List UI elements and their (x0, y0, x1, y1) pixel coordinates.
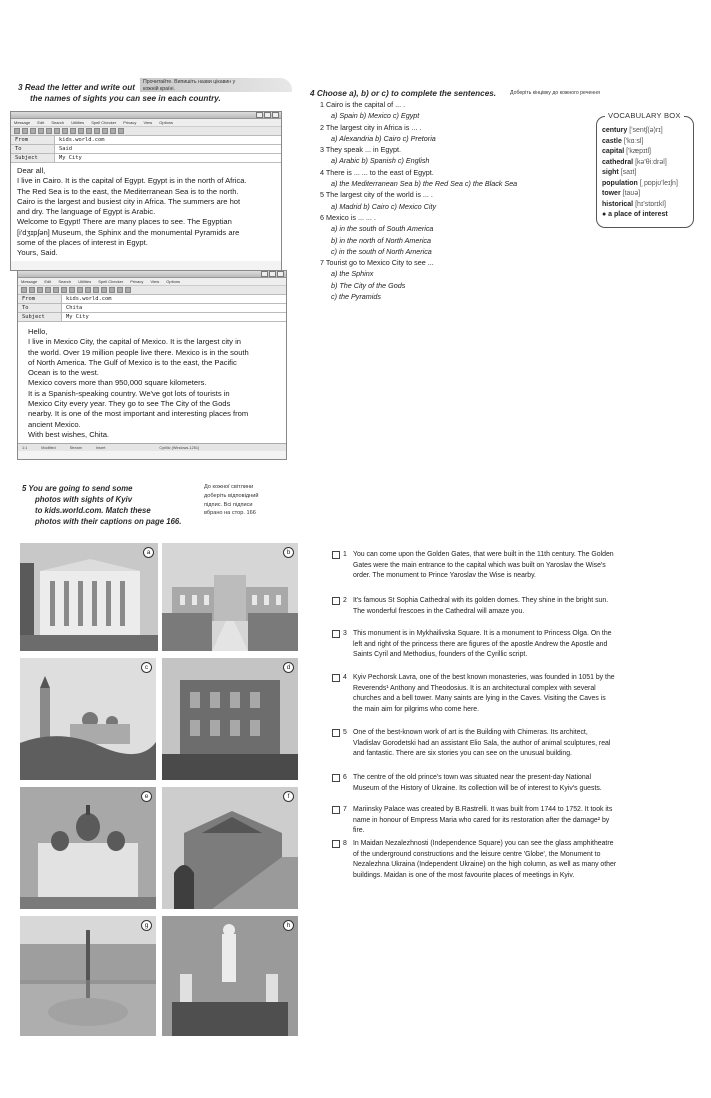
menu-view[interactable]: View (150, 279, 160, 284)
print-icon[interactable] (29, 287, 35, 293)
to-label: To (11, 145, 55, 153)
encoding-status: Cyrillic (Windows-1251) (159, 446, 200, 450)
golden-gates-image (162, 787, 298, 909)
send-icon[interactable] (14, 128, 20, 134)
question-options: a) Alexandria b) Cairo c) Pretoria (331, 133, 436, 143)
photo-g[interactable] (20, 916, 156, 1036)
menu-bar (18, 278, 286, 286)
menu-bar (11, 119, 281, 127)
cut-icon[interactable] (53, 287, 59, 293)
question-options: c) in the south of North America (331, 246, 432, 256)
menu-options[interactable]: Options (159, 120, 174, 125)
caption-6: 6 The centre of the old prince's town was situated near the present-day National Museum of the History of Ukraine. Its collection will be of interest to Kyiv's guests. (332, 773, 617, 794)
palace-image (162, 543, 298, 651)
photo-h[interactable] (162, 916, 298, 1036)
st-sophia-image (20, 787, 156, 909)
photo-badge: h (283, 920, 294, 931)
to-field[interactable]: Chita (66, 305, 83, 311)
subject-field[interactable]: My City (66, 314, 89, 320)
subject-row (11, 154, 281, 163)
caption-3: 3 This monument is in Mykhailivska Square. It is a monument to Princess Olga. On the left and right of the princess there are figures of the apostle Andrew the Apostle and Saints Cyril and Methodius, founders of the Cyrillic script. (332, 629, 617, 661)
photo-d[interactable] (162, 658, 298, 780)
menu-options[interactable]: Options (166, 279, 181, 284)
window-titlebar (18, 271, 286, 278)
question-stem: 6 Mexico is ... ... . (320, 212, 376, 222)
to-row (18, 304, 286, 313)
subject-label: Subject (11, 154, 55, 162)
menu-message[interactable]: Message (14, 120, 31, 125)
photo-badge: e (141, 791, 152, 802)
photo-badge: d (283, 662, 294, 673)
photo-badge: g (141, 920, 152, 931)
from-field[interactable]: kids.world.com (66, 296, 112, 302)
photo-b[interactable] (162, 543, 298, 651)
question-options: a) the Sphinx (331, 269, 374, 279)
save-icon[interactable] (37, 287, 43, 293)
question-options: b) in the north of North America (331, 235, 432, 245)
caption-1: 1 You can come upon the Golden Gates, that were built in the 11th century. The Golden Gates were the main entrance to the capital which was built on Yaroslav the Wise's order. The monument to Prince Yaroslav the Wise is nearby. (332, 550, 617, 582)
print-icon[interactable] (22, 128, 28, 134)
menu-utilities[interactable]: Utilities (78, 279, 92, 284)
ex3-title-line2: the names of sights you can see in each country. (30, 94, 221, 103)
align-center-icon[interactable] (102, 128, 108, 134)
cursor-position: 1:1 (22, 446, 28, 450)
attach-icon[interactable] (45, 287, 51, 293)
email-window-2 (17, 270, 287, 460)
italic-icon[interactable] (85, 287, 91, 293)
message-body[interactable]: Hello, I live in Mexico City, the capital of Mexico. It is the largest city in the world. Over 19 million people live there. Mexico is in the south of North America. The Gulf of Mexico is to the east, the Pacific Ocean is to the west. Mexico covers more than 950,000 square kilometers. It is a Spanish-speaking country. We've got lots of tourists in Mexico City every year. They go to see The City of the Gods nearby. It is one of the most important and interesting places from ancient Mexico. With best wishes, Chita. (18, 322, 286, 443)
question-options: a) Arabic b) Spanish c) English (331, 156, 430, 166)
menu-spell-checker[interactable]: Spell Checker (91, 120, 117, 125)
copy-icon[interactable] (61, 287, 67, 293)
insert-status: Insert (95, 446, 106, 450)
photo-badge: c (141, 662, 152, 673)
photo-c[interactable] (20, 658, 156, 780)
answer-checkbox[interactable] (332, 806, 340, 814)
window-titlebar (11, 112, 281, 119)
menu-spell-checker[interactable]: Spell Checker (98, 279, 124, 284)
caption-2: 2 It's famous St Sophia Cathedral with its golden domes. They shine in the bright sun. The wonderful frescoes in the Cathedral will amaze you. (332, 596, 617, 617)
lavra-image (20, 658, 156, 780)
underline-icon[interactable] (93, 287, 99, 293)
subject-field[interactable]: My City (59, 155, 82, 161)
menu-search[interactable]: Search (51, 120, 65, 125)
answer-checkbox[interactable] (332, 551, 340, 559)
from-label: From (11, 136, 55, 144)
bold-icon[interactable] (77, 287, 83, 293)
save-icon[interactable] (30, 128, 36, 134)
menu-edit[interactable]: Edit (37, 120, 45, 125)
question-options: c) the Pyramids (331, 292, 381, 302)
maximize-button[interactable] (264, 112, 271, 118)
photo-badge: f (283, 791, 294, 802)
question-options: a) Spain b) Mexico c) Egypt (331, 111, 420, 121)
copy-icon[interactable] (54, 128, 60, 134)
caption-5: 5 One of the best-known work of art is the Building with Chimeras. Its architect, Vladislav Gorodetski had an assistant Elio Sala, the author of animal sculptures, real and fantastic. There are six stories you can see on the unusual building. (332, 728, 617, 760)
photo-badge: a (143, 547, 154, 558)
menu-utilities[interactable]: Utilities (71, 120, 85, 125)
vocabulary-box: VOCABULARY BOX century ['sentʃ(ə)rɪ] castle ['kɑːsl] capital ['kæpɪtl] cathedral [kə'θiːdrəl] sight [saɪt] population [ˌpɒpjʊ'leɪʃn] tower [taʊə] historical [hɪ'stɒrɪkl] ● a place of interest (596, 116, 694, 228)
align-left-icon[interactable] (101, 287, 107, 293)
ex5-title: 5 You are going to send some photos with sights of Kyiv to kids.world.com. Match these photos with their captions on page 166. (22, 484, 182, 526)
photo-a[interactable] (20, 543, 158, 651)
toolbar (11, 127, 281, 136)
question-options: b) The City of the Gods (331, 280, 406, 290)
italic-icon[interactable] (78, 128, 84, 134)
paste-icon[interactable] (62, 128, 68, 134)
send-icon[interactable] (21, 287, 27, 293)
question-options: a) Madrid b) Cairo c) Mexico City (331, 201, 437, 211)
to-row (11, 145, 281, 154)
to-label: To (18, 304, 62, 312)
caption-4: 4 Kyiv Pechorsk Lavra, one of the best known monasteries, was founded in 1051 by the Reverends¹ Anthony and Theodosius. It is an architectural complex with several churches and a bell tower. Many saints are lying in the Caves. Visiting the Caves is the main aim for pilgrims who come here. (332, 673, 617, 715)
stream-status: Stream (69, 446, 82, 450)
answer-checkbox[interactable] (332, 597, 340, 605)
chimeras-building-image (162, 658, 298, 780)
from-field[interactable]: kids.world.com (59, 137, 105, 143)
cut-icon[interactable] (46, 128, 52, 134)
ex4-title: 4 Choose a), b) or c) to complete the sentences. (310, 89, 497, 98)
menu-message[interactable]: Message (21, 279, 38, 284)
ex5-note: До кожної світлини доберіть відповідний підпис. Всі підписи вбрано на стор. 166 (204, 484, 259, 517)
to-field[interactable]: Said (59, 146, 72, 152)
menu-view[interactable]: View (143, 120, 153, 125)
maximize-button[interactable] (269, 271, 276, 277)
attach-icon[interactable] (38, 128, 44, 134)
photo-f[interactable] (162, 787, 298, 909)
align-left-icon[interactable] (94, 128, 100, 134)
caption-8: 8 In Maidan Nezalezhnosti (Independence Square) you can see the glass amphitheatre of the underground constructions and the leisure centre 'Globe', the Monument to Nezalezhna Ukraina (Independent Ukraine) on the high column, as well as many other buildings. Maidan is one of the most favourite places of meetings in Kyiv. (332, 839, 617, 881)
question-stem: 2 The largest city in Africa is ... . (320, 122, 422, 132)
toolbar (18, 286, 286, 295)
subject-label: Subject (18, 313, 62, 321)
answer-checkbox[interactable] (332, 674, 340, 682)
maidan-image (20, 916, 156, 1036)
question-stem: 7 Tourist go to Mexico City to see ... (320, 258, 434, 268)
modified-status: Modified (41, 446, 56, 450)
answer-checkbox[interactable] (332, 840, 340, 848)
ex3-note: Прочитайте. Випишіть назви цікавин у кожній країні. (143, 79, 236, 92)
question-options: a) the Mediterranean Sea b) the Red Sea c) the Black Sea (331, 179, 518, 189)
answer-checkbox[interactable] (332, 774, 340, 782)
question-stem: 4 There is ... ... to the east of Egypt. (320, 167, 434, 177)
menu-privacy[interactable]: Privacy (130, 279, 144, 284)
ex4-note: Доберіть кінцівку до кожного речення (510, 90, 600, 96)
answer-checkbox[interactable] (332, 729, 340, 737)
ex3-title: 3 Read the letter and write out (18, 83, 135, 92)
menu-edit[interactable]: Edit (44, 279, 52, 284)
photo-e[interactable] (20, 787, 156, 909)
princess-olga-monument-image (162, 916, 298, 1036)
spell-icon[interactable] (117, 287, 123, 293)
status-bar (18, 443, 286, 451)
museum-building-image (20, 543, 158, 651)
photo-badge: b (283, 547, 294, 558)
question-stem: 1 Cairo is the capital of ... . (320, 100, 406, 109)
address-book-icon[interactable] (125, 287, 131, 293)
question-stem: 5 The largest city of the world is ... . (320, 190, 433, 200)
question-stem: 3 They speak ... in Egypt. (320, 145, 401, 155)
message-body[interactable]: Dear all, I live in Cairo. It is the capital of Egypt. Egypt is in the north of Africa. The Red Sea is to the east, the Mediterranean Sea is to the north. Cairo is the largest and busiest city in Africa. The summers are hot and dry. The language of Egypt is Arabic. Welcome to Egypt! There are many places to see. The Egyptian [i'dʒɪpʃən] Museum, the Sphinx and the monumental Pyramids are some of the places of interest in Egypt. Yours, Said. (11, 163, 281, 261)
close-button[interactable] (272, 112, 279, 118)
underline-icon[interactable] (86, 128, 92, 134)
answer-checkbox[interactable] (332, 630, 340, 638)
align-center-icon[interactable] (109, 287, 115, 293)
from-row (11, 136, 281, 145)
minimize-button[interactable] (261, 271, 268, 277)
from-row (18, 295, 286, 304)
spell-icon[interactable] (110, 128, 116, 134)
subject-row (18, 313, 286, 322)
email-window-1 (10, 111, 282, 271)
minimize-button[interactable] (256, 112, 263, 118)
menu-search[interactable]: Search (58, 279, 72, 284)
close-button[interactable] (277, 271, 284, 277)
bold-icon[interactable] (70, 128, 76, 134)
from-label: From (18, 295, 62, 303)
caption-7: 7 Mariinsky Palace was created by B.Rastrelli. It was built from 1744 to 1752. It took its name in honour of Empress Maria who cared for its restoration after the damage² by fire. (332, 805, 617, 837)
ex4-questions (320, 99, 600, 302)
question-options: a) in the south of South America (331, 224, 434, 234)
address-book-icon[interactable] (118, 128, 124, 134)
vocabulary-title: VOCABULARY BOX (605, 111, 684, 122)
paste-icon[interactable] (69, 287, 75, 293)
menu-privacy[interactable]: Privacy (123, 120, 137, 125)
